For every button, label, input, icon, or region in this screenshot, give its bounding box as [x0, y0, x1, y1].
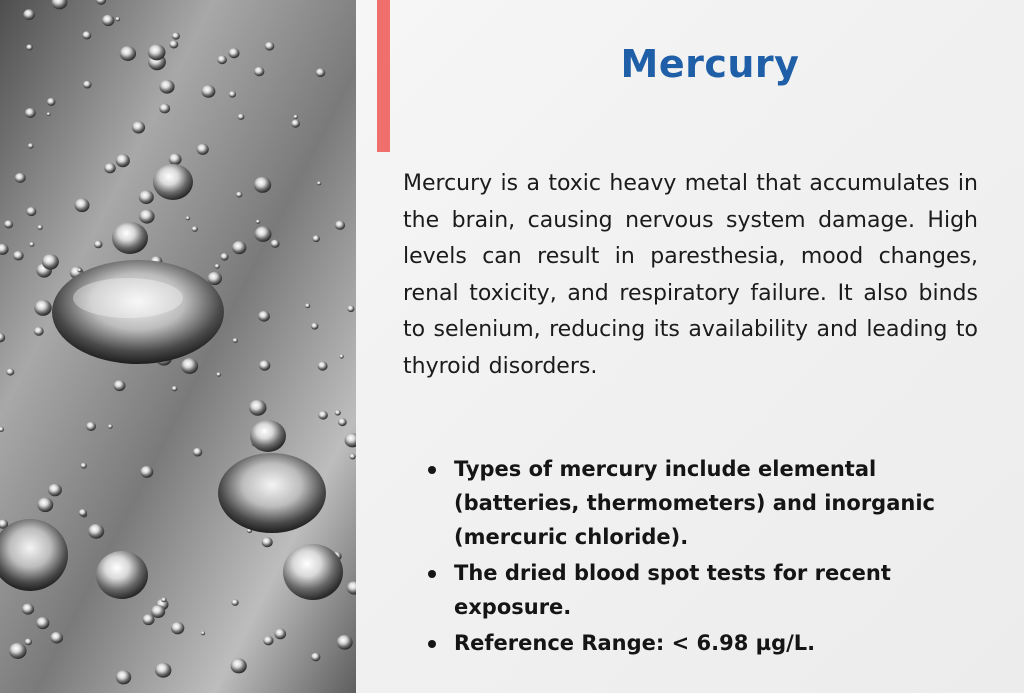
droplet: [116, 154, 130, 167]
droplet: [23, 9, 35, 20]
page-title: Mercury: [620, 42, 800, 86]
droplet: [159, 80, 174, 94]
droplet: [291, 120, 300, 128]
droplet: [139, 190, 154, 204]
droplet: [220, 253, 228, 261]
droplet: [215, 264, 220, 269]
droplet: [350, 454, 356, 460]
droplet: [132, 121, 145, 133]
droplet: [311, 323, 318, 330]
droplet: [155, 663, 171, 678]
droplet: [37, 498, 53, 513]
droplet: [339, 354, 343, 358]
droplet: [316, 68, 326, 77]
droplet: [42, 254, 59, 270]
droplet: [159, 104, 170, 114]
droplet: [265, 42, 275, 51]
droplet: [29, 242, 34, 247]
droplet: [81, 463, 87, 469]
droplet: [238, 114, 245, 120]
droplet: [254, 67, 264, 77]
droplet: [201, 85, 215, 98]
droplet: [77, 268, 81, 272]
droplet: [337, 635, 353, 650]
accent-bar: [377, 0, 390, 152]
droplet: [114, 380, 126, 391]
droplet: [231, 658, 247, 673]
droplet: [25, 639, 32, 646]
bullet-dot-icon: [428, 466, 436, 474]
droplet: [4, 220, 13, 228]
bullet-text: Types of mercury include elemental (batteries, thermometers) and inorganic (mercuric chloride).: [454, 457, 935, 549]
droplet: [143, 614, 155, 625]
droplet: [37, 225, 42, 230]
droplet: [13, 251, 24, 261]
bullet-list: [428, 452, 1008, 662]
droplet: [75, 198, 90, 212]
droplet: [275, 629, 287, 640]
droplet: [169, 40, 178, 48]
droplet: [48, 484, 62, 497]
droplet: [338, 418, 347, 426]
bullet-text: Reference Range: < 6.98 µg/L.: [454, 631, 816, 655]
droplet: [83, 81, 92, 89]
droplet: [347, 306, 354, 313]
droplet: [236, 192, 242, 198]
droplet: [172, 33, 180, 40]
droplet: [293, 115, 298, 119]
droplet: [34, 300, 51, 316]
droplet: [172, 386, 178, 391]
droplet: [169, 153, 182, 165]
droplet: [318, 361, 328, 370]
droplet: [104, 163, 115, 173]
droplet: [47, 98, 56, 106]
droplet: [139, 209, 154, 223]
droplet: [50, 632, 63, 644]
droplet: [254, 177, 271, 193]
droplet: [192, 226, 198, 232]
droplet: [249, 400, 267, 416]
droplet: [36, 617, 49, 629]
droplet: [15, 173, 26, 183]
droplet: [181, 358, 198, 374]
droplet: [82, 31, 91, 39]
droplet: [88, 524, 104, 539]
droplet: [6, 368, 14, 375]
droplet: [232, 599, 239, 606]
droplet: [47, 112, 51, 116]
droplets-illustration: [0, 0, 356, 693]
droplet: [258, 311, 270, 322]
droplet: [305, 303, 310, 308]
droplet: [148, 44, 166, 60]
bullet-item: [428, 626, 1008, 660]
droplet: [229, 48, 240, 58]
mercury-droplets-photo: [0, 0, 356, 693]
droplet: [28, 143, 34, 148]
droplet: [197, 144, 209, 155]
droplet: [216, 372, 221, 376]
droplet: [151, 605, 165, 618]
droplet: [186, 216, 190, 220]
droplet: [161, 597, 166, 602]
droplet: [116, 670, 131, 684]
droplet: [201, 631, 205, 635]
droplet: [207, 272, 222, 285]
droplet: [79, 509, 87, 517]
droplet: [193, 448, 202, 457]
droplet: [26, 207, 36, 216]
bullet-item: [428, 556, 1008, 624]
droplet: [102, 15, 114, 26]
droplet: [26, 44, 33, 50]
droplet: [34, 327, 44, 336]
droplet: [108, 424, 113, 428]
droplet: [25, 108, 36, 118]
droplet: [232, 241, 246, 254]
droplet: [335, 410, 341, 416]
droplet: [263, 636, 273, 645]
droplet: [259, 360, 270, 370]
droplet: [317, 181, 321, 185]
droplet: [255, 226, 272, 242]
droplet: [120, 46, 136, 61]
droplet: [140, 466, 153, 478]
droplet: [262, 537, 273, 547]
droplet: [318, 411, 328, 420]
droplet: [9, 643, 27, 659]
bullet-text: The dried blood spot tests for recent exposure.: [454, 561, 891, 619]
bullet-item: [428, 452, 1008, 554]
droplet: [229, 91, 236, 98]
droplet: [115, 17, 120, 21]
droplet: [271, 240, 280, 248]
bullet-dot-icon: [428, 640, 436, 648]
droplet: [86, 422, 96, 431]
bullet-dot-icon: [428, 570, 436, 578]
droplet: [22, 604, 34, 615]
droplet: [217, 55, 227, 64]
droplet: [256, 220, 260, 224]
droplet: [171, 622, 184, 634]
droplet: [311, 653, 320, 662]
droplet: [335, 221, 345, 230]
droplet: [233, 338, 238, 343]
droplet: [313, 235, 320, 242]
description-paragraph: Mercury is a toxic heavy metal that accumulates in the brain, causing nervous system damage. High levels can result in paresthesia, mood changes, renal toxicity, and respiratory failure. It also binds to selenium, reducing its availability and leading to thyroid disorders.: [403, 171, 978, 379]
droplet: [94, 241, 102, 249]
